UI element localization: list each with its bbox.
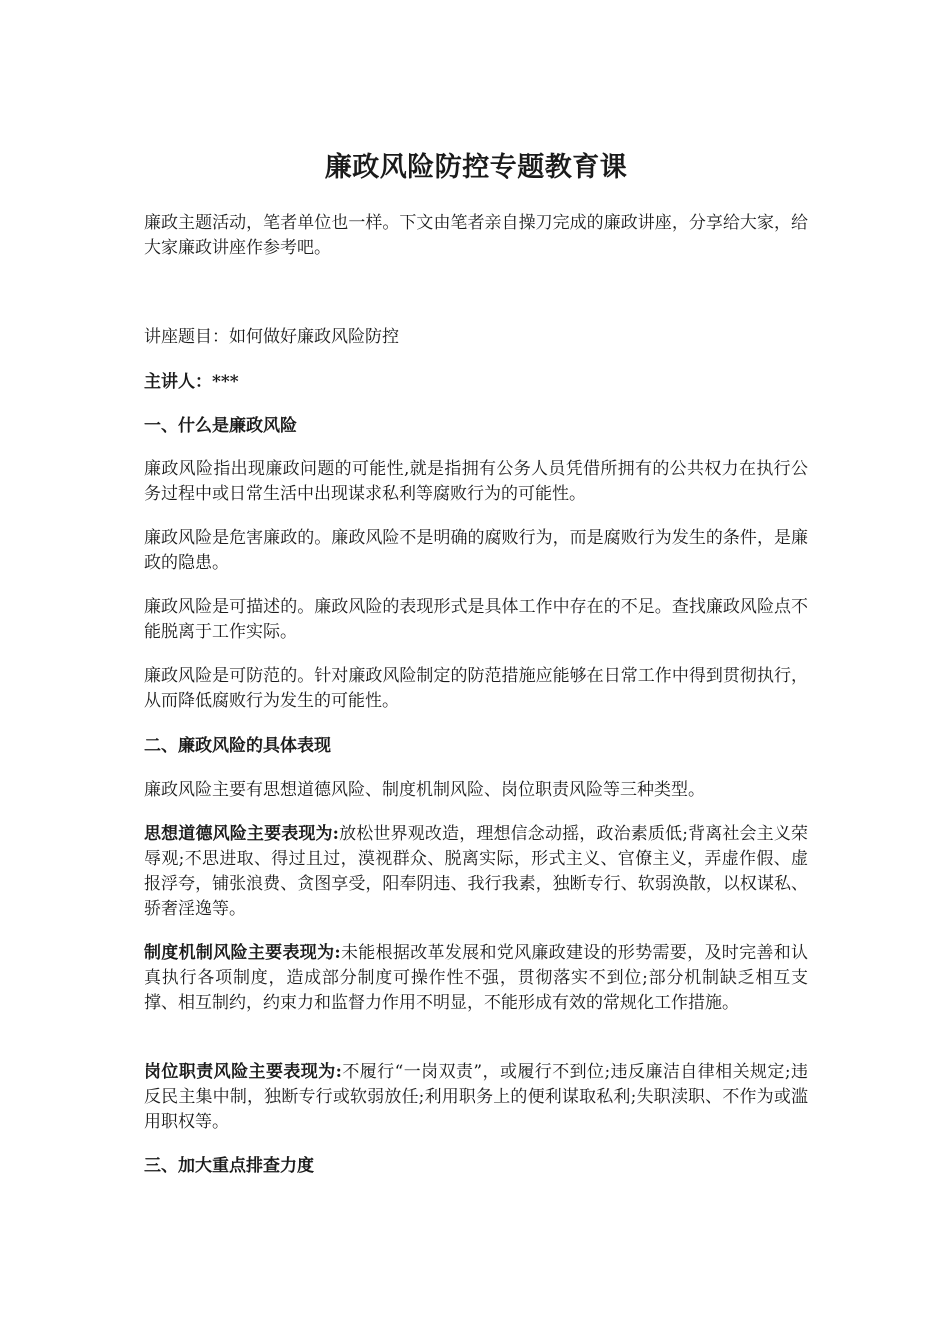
section2-paragraph-3-lead: 制度机制风险主要表现为: (144, 943, 341, 963)
section1-paragraph-4: 廉政风险是可防范的。针对廉政风险制定的防范措施应能够在日常工作中得到贯彻执行，从而降低腐败行为发生的可能性。 (144, 666, 808, 711)
lecture-topic: 讲座题目：如何做好廉政风险防控 (144, 327, 399, 347)
section2-paragraph-4-text: 不履行“一岗双责”，或履行不到位;违反廉洁自律相关规定;违反民主集中制，独断专行或软弱放任;利用职务上的便利谋取私利;失职渎职、不作为或滥用职权等。 (144, 1062, 808, 1132)
section2-paragraph-3 (144, 941, 808, 1016)
intro-paragraph: 廉政主题活动，笔者单位也一样。下文由笔者亲自操刀完成的廉政讲座，分享给大家，给大家廉政讲座作参考吧。 (144, 213, 808, 258)
section1-paragraph-1: 廉政风险指出现廉政问题的可能性,就是指拥有公务人员凭借所拥有的公共权力在执行公务过程中或日常生活中出现谋求私利等腐败行为的可能性。 (144, 459, 808, 504)
section2-paragraph-2 (144, 822, 808, 922)
section2-paragraph-1: 廉政风险主要有思想道德风险、制度机制风险、岗位职责风险等三种类型。 (144, 780, 705, 800)
speaker: 主讲人：*** (144, 372, 239, 392)
section2-paragraph-2-lead: 思想道德风险主要表现为: (144, 824, 339, 844)
section3-heading: 三、加大重点排查力度 (144, 1156, 314, 1176)
section1-paragraph-2: 廉政风险是危害廉政的。廉政风险不是明确的腐败行为，而是腐败行为发生的条件，是廉政的隐患。 (144, 528, 808, 573)
section2-paragraph-3-text: 未能根据改革发展和党风廉政建设的形势需要，及时完善和认真执行各项制度，造成部分制度可操作性不强，贯彻落实不到位;部分机制缺乏相互支撑、相互制约，约束力和监督力作用不明显，不能形成有效的常规化工作措施。 (144, 943, 808, 1013)
document-title: 廉政风险防控专题教育课 (324, 152, 628, 183)
section2-paragraph-2-text: 放松世界观改造，理想信念动摇，政治素质低;背离社会主义荣辱观;不思进取、得过且过，漠视群众、脱离实际，形式主义、官僚主义，弄虚作假、虚报浮夸，铺张浪费、贪图享受，阳奉阴违、我行我素，独断专行、软弱涣散，以权谋私、骄奢淫逸等。 (144, 824, 808, 919)
section1-paragraph-3: 廉政风险是可描述的。廉政风险的表现形式是具体工作中存在的不足。查找廉政风险点不能脱离于工作实际。 (144, 597, 808, 642)
section1-heading: 一、什么是廉政风险 (144, 416, 297, 436)
section2-paragraph-4 (144, 1060, 808, 1135)
section2-heading: 二、廉政风险的具体表现 (144, 736, 331, 756)
section2-paragraph-4-lead: 岗位职责风险主要表现为: (144, 1062, 342, 1082)
